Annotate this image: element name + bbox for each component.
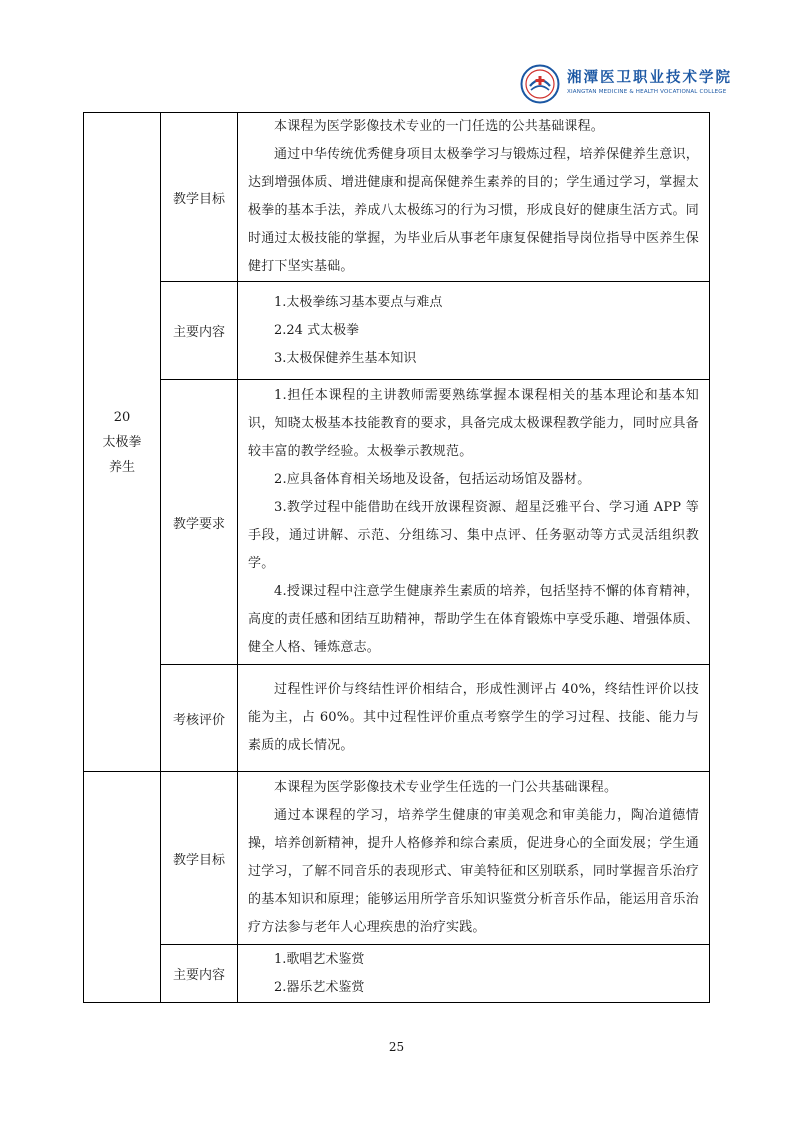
list-item: 1.太极拳练习基本要点与难点 [274, 294, 443, 310]
row-label-content: 主要内容 [161, 282, 238, 380]
list-item: 3.太极保健养生基本知识 [274, 350, 417, 366]
table-row [84, 380, 710, 665]
college-emblem-icon [520, 64, 560, 104]
row-label-objective: 教学目标 [161, 772, 238, 945]
objective-cell [238, 772, 710, 945]
assessment-paragraph: 过程性评价与终结性评价相结合，形成性测评占 40%，终结性评价以技能为主，占 60%。其中过程性评价重点考察学生的学习过程、技能、能力与素质的成长情况。 [248, 682, 699, 753]
course-id-cell [84, 772, 161, 1003]
list-item: 3.教学过程中能借助在线开放课程资源、超星泛雅平台、学习通 APP 等手段，通过讲解、示范、分组练习、集中点评、任务驱动等方式灵活组织教学。 [248, 500, 699, 571]
college-english-name: XIANGTAN MEDICINE & HEALTH VOCATIONAL COLLEGE [567, 89, 727, 95]
table-row [84, 665, 710, 772]
college-name: 湘潭医卫职业技术学院 [567, 69, 732, 86]
objective-paragraph: 通过中华传统优秀健身项目太极拳学习与锻炼过程，培养保健养生意识，达到增强体质、增进健康和提高保健养生素养的目的；学生通过学习，掌握太极拳的基本手法，养成八太极练习的行为习惯，形成良好的健康生活方式。同时通过太极技能的掌握，为毕业后从事老年康复保健指导岗位指导中医养生保健打下坚实基础。 [248, 147, 699, 274]
row-label-objective: 教学目标 [161, 113, 238, 282]
objective-paragraph: 本课程为医学影像技术专业的一门任选的公共基础课程。 [274, 119, 605, 134]
table-row [84, 282, 710, 380]
objective-paragraph: 本课程为医学影像技术专业学生任选的一门公共基础课程。 [274, 780, 618, 795]
requirement-cell [238, 380, 710, 665]
course-number: 20 [113, 409, 131, 425]
list-item: 1.歌唱艺术鉴赏 [274, 951, 365, 967]
list-item: 4.授课过程中注意学生健康养生素质的培养，包括坚持不懈的体育精神，高度的责任感和团结互助精神，帮助学生在体育锻炼中享受乐趣、增强体质、健全人格、锤炼意志。 [248, 584, 699, 655]
list-item: 2.器乐艺术鉴赏 [274, 979, 365, 995]
objective-paragraph: 通过本课程的学习，培养学生健康的审美观念和审美能力，陶冶道德情操，培养创新精神，提升人格修养和综合素质，促进身心的全面发展；学生通过学习，了解不同音乐的表现形式、审美特征和区别联系，同时掌握音乐治疗的基本知识和原理；能够运用所学音乐知识鉴赏分析音乐作品，能运用音乐治疗方法参与老年人心理疾患的治疗实践。 [248, 808, 699, 935]
row-label-assessment: 考核评价 [161, 665, 238, 772]
list-item: 2.应具备体育相关场地及设备，包括运动场馆及器材。 [274, 472, 591, 487]
course-table [83, 112, 710, 1003]
table-row [84, 945, 710, 1003]
assessment-cell [238, 665, 710, 772]
list-item: 1.担任本课程的主讲教师需要熟练掌握本课程相关的基本理论和基本知识，知晓太极基本技能教育的要求，具备完成太极课程教学能力，同时应具备较丰富的教学经验。太极拳示教规范。 [248, 388, 699, 459]
table-row [84, 772, 710, 945]
content-cell [238, 945, 710, 1003]
list-item: 2.24 式太极拳 [274, 322, 360, 338]
college-logo [520, 64, 732, 104]
course-name-line2: 养生 [108, 459, 135, 475]
course-name-line1: 太极拳 [102, 434, 142, 450]
course-id-cell [84, 113, 161, 772]
row-label-content: 主要内容 [161, 945, 238, 1003]
row-label-requirement: 教学要求 [161, 380, 238, 665]
page-number: 25 [388, 1040, 405, 1054]
table-row [84, 113, 710, 282]
objective-cell [238, 113, 710, 282]
content-cell [238, 282, 710, 380]
